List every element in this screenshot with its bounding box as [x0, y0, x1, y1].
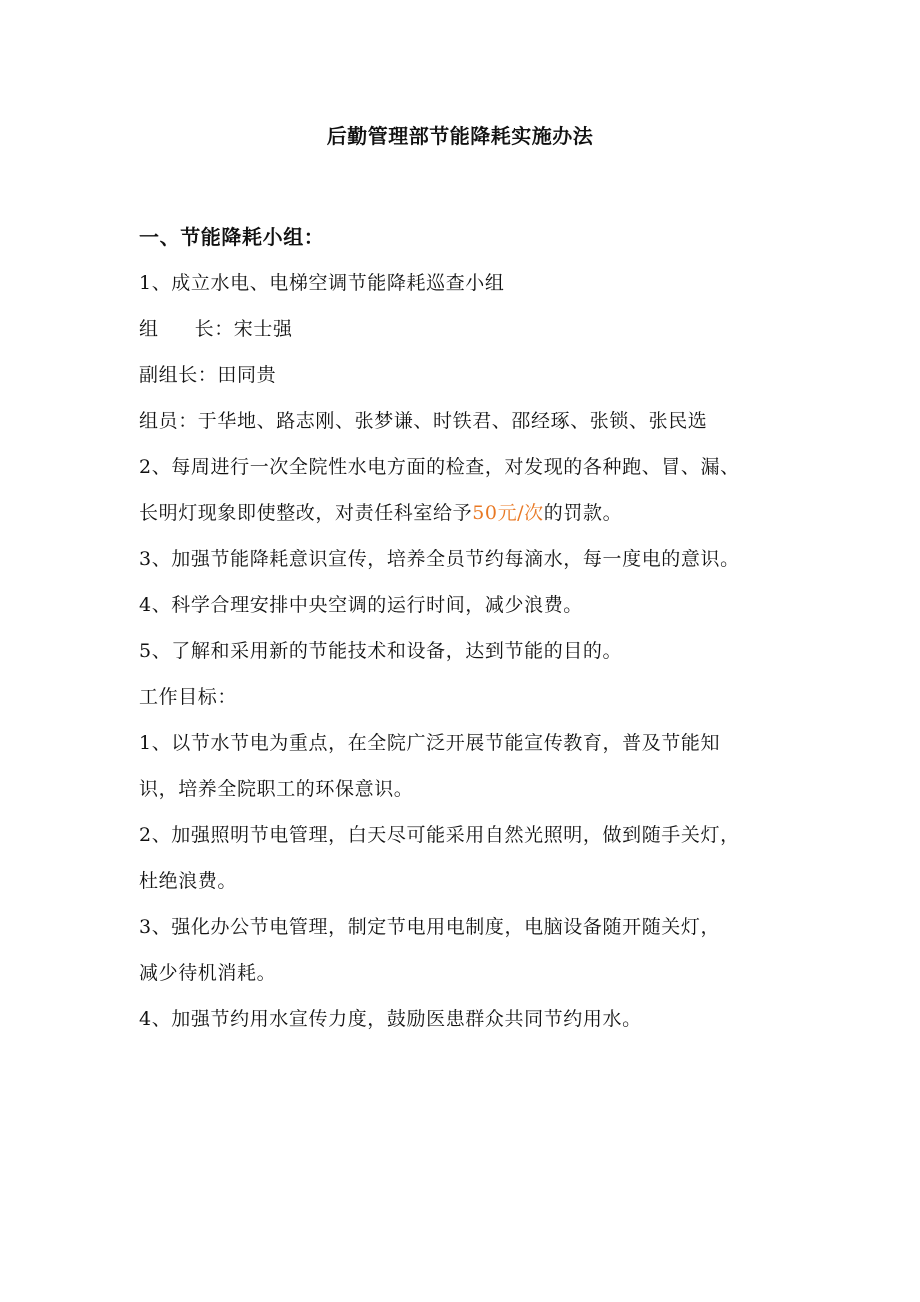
- document-body: [139, 214, 799, 1042]
- item-2-weekly-check-line1: 2、每周进行一次全院性水电方面的检查，对发现的各种跑、冒、漏、: [139, 456, 740, 478]
- section-heading-energy-group: 一、节能降耗小组：: [139, 225, 325, 249]
- goal-3-line2: 减少待机消耗。: [139, 962, 277, 984]
- item-2-text-after-fine: 的罚款。: [543, 502, 623, 524]
- document-title: 后勤管理部节能降耗实施办法: [326, 124, 594, 148]
- goal-1-line2: 识，培养全院职工的环保意识。: [139, 778, 414, 800]
- deputy-leader-line: 副组长：田同贵: [139, 364, 277, 386]
- item-2-weekly-check-line2: [139, 490, 799, 536]
- goal-3-line1: 3、强化办公节电管理，制定节电用电制度，电脑设备随开随关灯，: [139, 916, 721, 938]
- item-2-text-before-fine: 长明灯现象即使整改，对责任科室给予: [139, 502, 473, 524]
- item-3-awareness: 3、加强节能降耗意识宣传，培养全员节约每滴水，每一度电的意识。: [139, 548, 740, 570]
- goal-1-line1: 1、以节水节电为重点，在全院广泛开展节能宣传教育，普及节能知: [139, 732, 721, 754]
- group-leader-line: [139, 306, 799, 352]
- goals-heading: 工作目标：: [139, 686, 238, 708]
- group-leader-label-part2: 长：宋士强: [194, 318, 293, 340]
- group-leader-label-part1: 组: [139, 318, 159, 340]
- fine-amount: 50元/次: [472, 502, 544, 524]
- goal-2-line2: 杜绝浪费。: [139, 870, 238, 892]
- item-1-establish-group: 1、成立水电、电梯空调节能降耗巡查小组: [139, 272, 505, 294]
- item-5-new-technology: 5、了解和采用新的节能技术和设备，达到节能的目的。: [139, 640, 623, 662]
- goal-2-line1: 2、加强照明节电管理，白天尽可能采用自然光照明，做到随手关灯，: [139, 824, 740, 846]
- item-4-air-conditioning: 4、科学合理安排中央空调的运行时间，减少浪费。: [139, 594, 583, 616]
- members-line: 组员：于华地、路志刚、张梦谦、时铁君、邵经琢、张锁、张民选: [139, 410, 708, 432]
- goal-4: 4、加强节约用水宣传力度，鼓励医患群众共同节约用水。: [139, 1008, 642, 1030]
